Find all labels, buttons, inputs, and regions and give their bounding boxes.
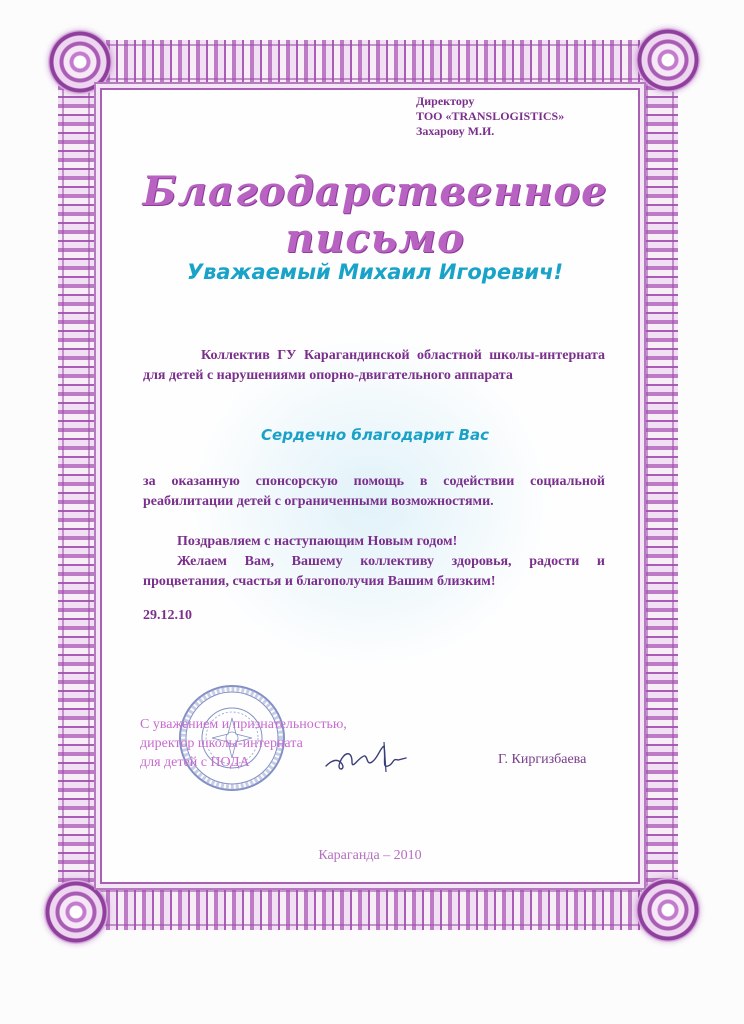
corner-rosette-icon	[44, 880, 108, 944]
addressee-block	[416, 94, 616, 139]
corner-rosette-icon	[48, 30, 112, 94]
closing-institution: для детей с ПОДА	[140, 755, 250, 770]
closing-position: директор школы-интерната	[140, 736, 303, 751]
paragraph-greeting: Поздравляем с наступающим Новым годом!	[177, 534, 458, 549]
frame-top-border	[70, 40, 674, 84]
salutation: Уважаемый Михаил Игоревич!	[186, 260, 564, 284]
frame-bottom-border	[70, 886, 674, 930]
thanks-line: Сердечно благодарит Вас	[261, 426, 489, 444]
city-year: Караганда – 2010	[318, 848, 422, 863]
addressee-name: Захарову М.И.	[416, 124, 495, 138]
paragraph-reason: за оказанную спонсорскую помощь в содействии социальной реабилитации детей с ограниченными возможностями.	[143, 474, 605, 509]
frame-right-border	[642, 70, 678, 900]
closing-regards: С уважением и признательностью,	[140, 717, 347, 732]
addressee-company: ТОО «TRANSLOGISTICS»	[416, 109, 565, 123]
frame-left-border	[58, 70, 94, 900]
corner-rosette-icon	[636, 878, 700, 942]
document-title: Благодарственное письмо	[142, 168, 608, 262]
paragraph-wishes: Желаем Вам, Вашему коллективу здоровья, радости и процветания, счастья и благополучия Вашим близким!	[143, 554, 605, 589]
handwritten-signature-icon	[322, 736, 412, 780]
corner-rosette-icon	[636, 28, 700, 92]
addressee-position: Директору	[416, 94, 475, 108]
paragraph-sender: Коллектив ГУ Карагандинской областной школы-интерната для детей с нарушениями опорно-двигательного аппарата	[143, 348, 605, 383]
signer-name: Г. Киргизбаева	[498, 752, 587, 767]
letter-date: 29.12.10	[143, 608, 192, 623]
